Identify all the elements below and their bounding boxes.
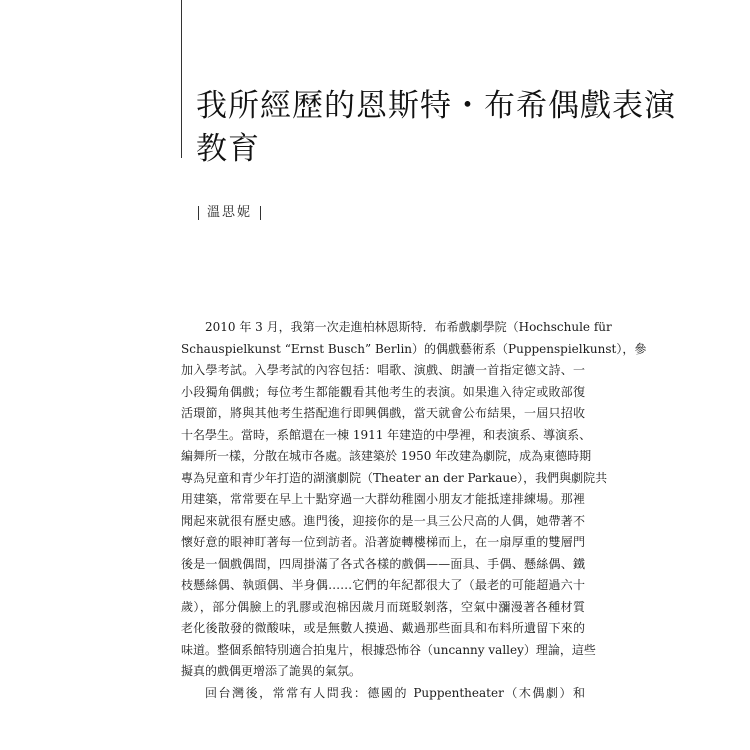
author-name: 溫思妮 [207,205,253,220]
text-line: 老化後散發的微酸味，或是無數人摸過、戴過那些面具和布料所遺留下來的 [181,621,585,635]
text-line: 回台灣後，常常有人問我：德國的 Puppentheater（木偶劇）和 [205,685,585,700]
text-line: 懷好意的眼神盯著每一位到訪者。沿著旋轉樓梯而上，在一扇厚重的雙層門 [181,535,585,549]
body-text [181,317,647,704]
text-line: 擬真的戲偶更增添了詭異的氣氛。 [181,664,362,678]
text-line: 用建築，常常要在早上十點穿過一大群幼稚園小朋友才能抵達排練場。那裡 [181,492,585,506]
text-line: 編舞所一樣，分散在城市各處。該建築於 1950 年改建為劇院，成為東德時期 [181,449,592,463]
text-line: 2010 年 3 月，我第一次走進柏林恩斯特．布希戲劇學院（Hochschule für [205,320,612,334]
paragraph [181,683,585,705]
text-line: 歲），部分偶臉上的乳膠或泡棉因歲月而斑駁剝落，空氣中瀰漫著各種材質 [181,599,585,614]
byline-left-bar [198,206,199,220]
text-line: 味道。整個系館特別適合拍鬼片，根據恐怖谷（uncanny valley）理論，這些 [181,642,596,657]
paragraph [181,317,647,683]
title-vertical-rule [181,0,182,158]
text-line: 十名學生。當時，系館還在一棟 1911 年建造的中學裡，和表演系、導演系、 [181,427,592,442]
text-line: 加入學考試。入學考試的內容包括：唱歌、演戲、朗讀一首指定德文詩、一 [181,363,585,377]
text-line: 活環節，將與其他考生搭配進行即興偶戲，當天就會公布結果，一屆只招收 [181,406,585,420]
author-byline [198,205,261,221]
text-line: 後是一個戲偶間，四周掛滿了各式各樣的戲偶——面具、手偶、懸絲偶、鐵 [181,556,585,571]
text-line: 聞起來就很有歷史感。進門後，迎接你的是一具三公尺高的人偶，她帶著不 [181,513,585,528]
chapter-title-line: 教育 [196,131,260,167]
text-line: 小段獨角偶戲；每位考生都能觀看其他考生的表演。如果進入待定或敗部復 [181,384,585,399]
text-line: 枝懸絲偶、執頭偶、半身偶……它們的年紀都很大了（最老的可能超過六十 [181,578,585,592]
byline-right-bar [260,206,261,220]
chapter-title [196,85,676,171]
text-line: 專為兒童和青少年打造的湖濱劇院（Theater an der Parkaue），我們與劇院共 [181,470,608,485]
text-line: Schauspielkunst “Ernst Busch” Berlin）的偶戲藝術系（Puppenspielkunst），參 [181,341,647,356]
chapter-title-line: 我所經歷的恩斯特・布希偶戲表演 [196,88,676,124]
